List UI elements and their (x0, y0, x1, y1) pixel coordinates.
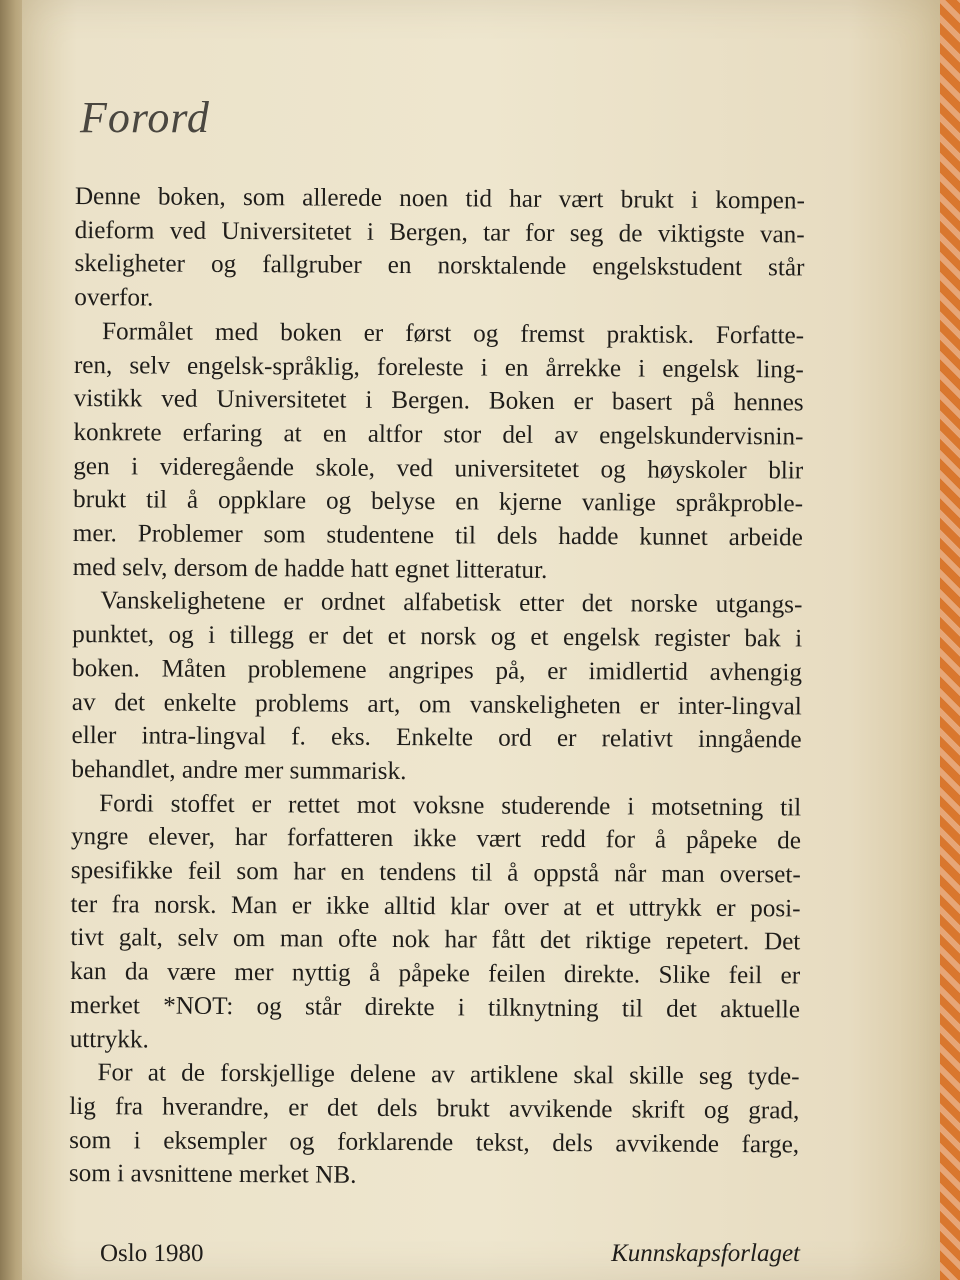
text-line: gen i videregående skole, ved universitetet og høyskoler blir (73, 452, 804, 485)
text-line: merket *NOT: og står direkte i tilknytning til det aktuelle (69, 991, 801, 1024)
paragraph-2 (73, 315, 805, 589)
text-line: brukt til å oppklare og belyse en kjerne vanlige språkproble- (72, 486, 804, 518)
publisher-name: Kunnskapsforlaget (611, 1240, 800, 1267)
text-line: med selv, dersom de hadde hatt egnet litteratur. (72, 553, 548, 584)
text-line: yngre elever, har forfatteren ikke vært redd for å påpeke de (70, 823, 802, 855)
text-line: behandlet, andre mer summarisk. (71, 755, 407, 785)
text-line: konkrete erfaring at en altfor stor del av engelskundervisnin- (73, 418, 804, 451)
text-line: tivt galt, selv om man ofte nok har fått det riktige repetert. Det (70, 924, 801, 956)
text-line: Fordi stoffet er rettet mot voksne studerende i motsetning til (99, 789, 802, 822)
text-line: overfor. (74, 284, 154, 312)
paragraph-4 (70, 787, 802, 1061)
text-line: kan da være mer nyttig å påpeke feilen direkte. Slike feil er (70, 958, 801, 990)
text-line: skeligheter og fallgruber en norsktalende engelskstudent står (74, 250, 805, 282)
body-text (69, 180, 805, 1196)
text-line: som i avsnittene merket NB. (68, 1160, 357, 1190)
text-line: Denne boken, som allerede noen tid har vært brukt i kompen- (74, 182, 805, 215)
text-line: Vanskelighetene er ordnet alfabetisk etter det norske utgangs- (100, 587, 803, 619)
text-line: ter fra norsk. Man er ikke alltid klar over at et uttrykk er posi- (70, 890, 801, 923)
paragraph-5 (69, 1056, 800, 1195)
text-line: ren, selv engelsk-språklig, foreleste i en årrekke i engelsk ling- (73, 351, 804, 383)
paragraph-1 (74, 180, 805, 319)
text-line: uttrykk. (69, 1025, 149, 1054)
text-line: eller intra-lingval f. eks. Enkelte ord er relativt inngående (71, 722, 802, 754)
place-year: Oslo 1980 (100, 1240, 204, 1267)
text-line: mer. Problemer som studentene til dels hadde kunnet arbeide (72, 520, 803, 552)
text-line: boken. Måten problemene angripes på, er imidlertid avhengig (71, 654, 803, 687)
text-line: vistikk ved Universitetet i Bergen. Boken er basert på hennes (73, 385, 804, 417)
text-line: For at de forskjellige delene av artiklene skal skille seg tyde- (97, 1059, 800, 1091)
page-heading: Forord (80, 93, 210, 142)
paragraph-3 (71, 584, 802, 791)
text-line: Formålet med boken er først og fremst praktisk. Forfatte- (101, 317, 805, 350)
text-line: lig fra hverandre, er det dels brukt avvikende skrift og grad, (69, 1092, 800, 1125)
text-line: som i eksempler og forklarende tekst, dels avvikende farge, (69, 1126, 800, 1159)
text-line: punktet, og i tillegg er det et norsk og et engelsk register bak i (72, 621, 803, 653)
text-line: dieform ved Universitetet i Bergen, tar for seg de viktigste van- (74, 216, 805, 249)
text-line: av det enkelte problems art, om vanskeligheten er inter-lingval (71, 688, 802, 720)
text-line: spesifikke feil som har en tendens til å oppstå når man overset- (70, 857, 801, 889)
